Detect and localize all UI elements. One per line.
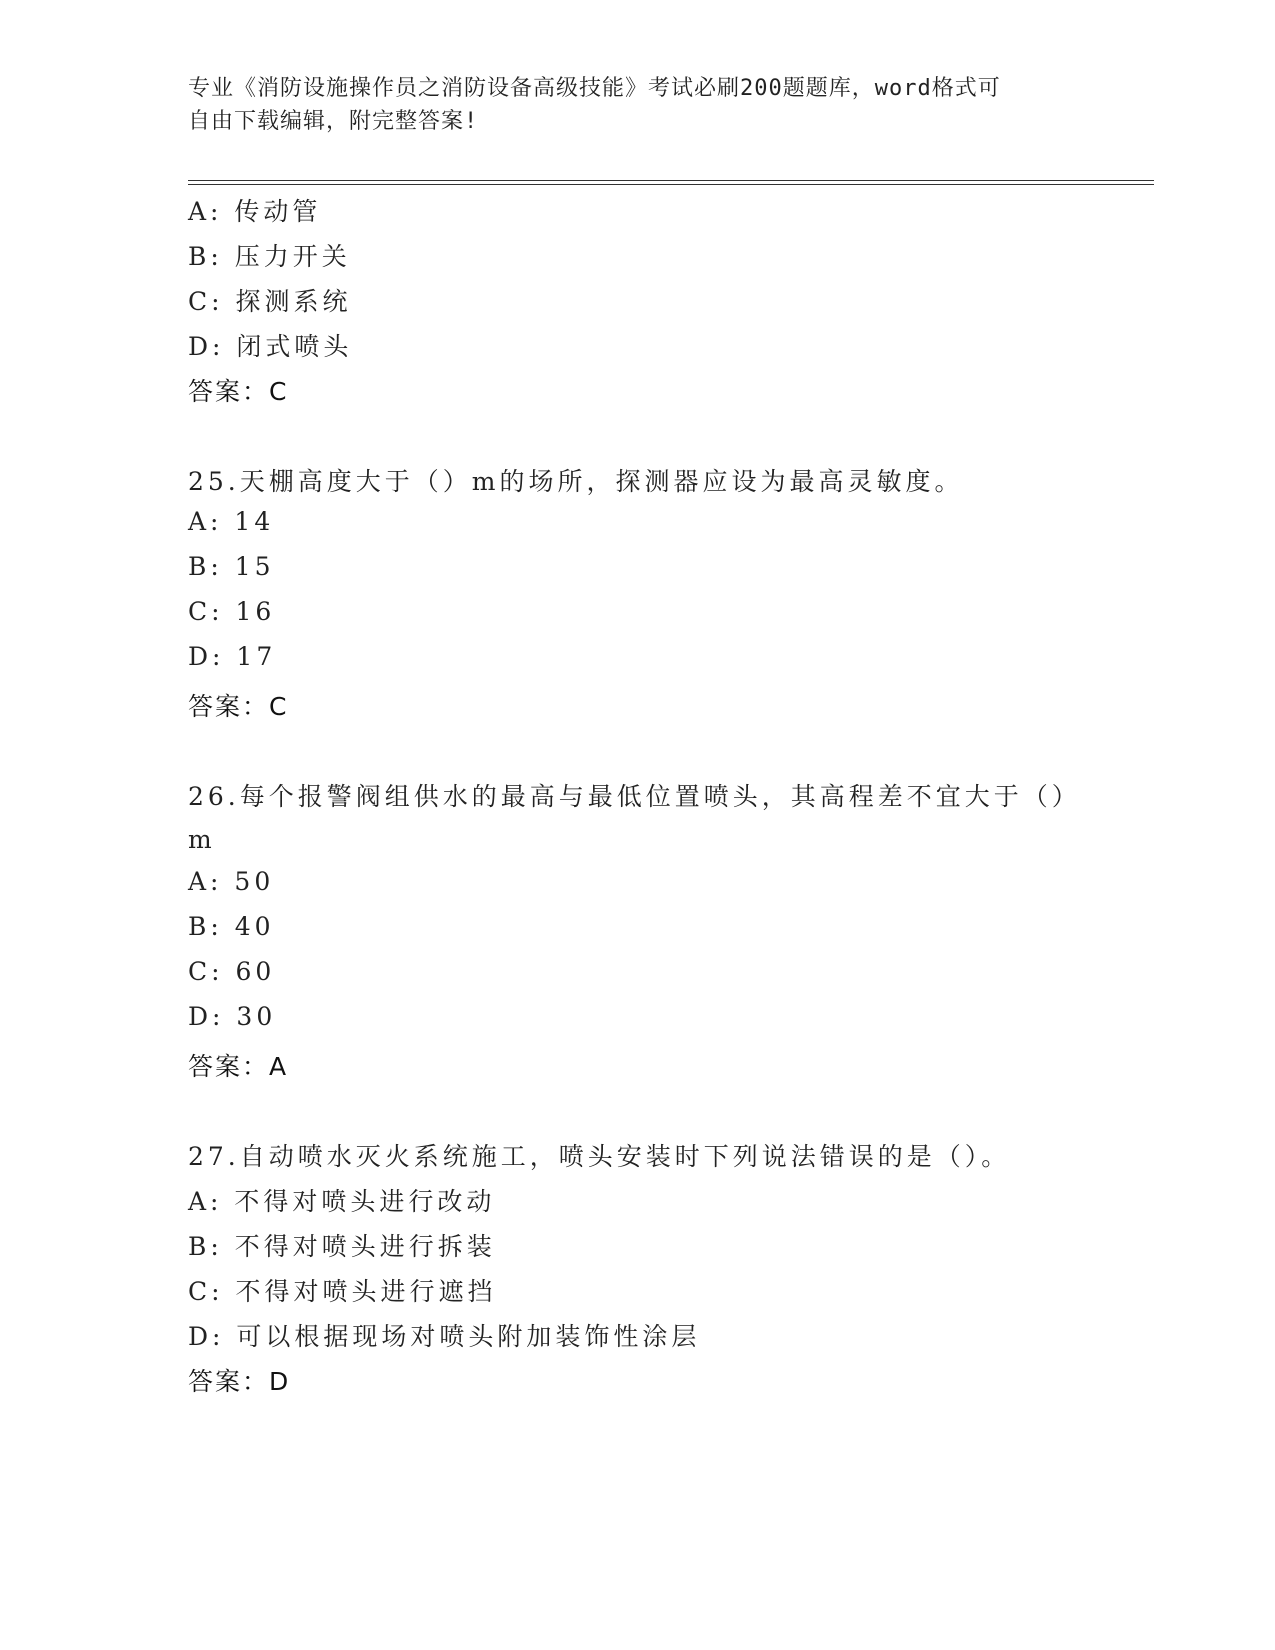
q27-option-a: A: 不得对喷头进行改动 — [188, 1187, 496, 1216]
q26-stem-line-2: m — [188, 825, 216, 854]
header-line-1: 专业《消防设施操作员之消防设备高级技能》考试必刷200题题库，word格式可 — [188, 76, 1001, 101]
q26-option-d: D: 30 — [188, 1002, 277, 1031]
q27-option-d: D: 可以根据现场对喷头附加装饰性涂层 — [188, 1322, 701, 1351]
q25-option-b: B: 15 — [188, 552, 275, 581]
q27-stem: 27.自动喷水灭火系统施工，喷头安装时下列说法错误的是（）。 — [188, 1142, 1011, 1171]
q27-option-c: C: 不得对喷头进行遮挡 — [188, 1277, 497, 1306]
header-line-2: 自由下载编辑，附完整答案! — [188, 109, 479, 134]
prev-option-a: A: 传动管 — [188, 197, 322, 226]
header-divider-top — [188, 180, 1154, 181]
prev-answer: 答案：C — [188, 377, 289, 406]
prev-option-d: D: 闭式喷头 — [188, 332, 353, 361]
prev-option-c: C: 探测系统 — [188, 287, 352, 316]
q25-option-d: D: 17 — [188, 642, 277, 671]
document-header — [188, 72, 1088, 138]
header-divider-bottom — [188, 184, 1154, 185]
q26-answer: 答案：A — [188, 1052, 289, 1081]
q27-option-b: B: 不得对喷头进行拆装 — [188, 1232, 496, 1261]
q26-option-c: C: 60 — [188, 957, 276, 986]
q25-stem: 25.天棚高度大于（）m的场所，探测器应设为最高灵敏度。 — [188, 467, 964, 496]
q26-option-b: B: 40 — [188, 912, 275, 941]
prev-option-b: B: 压力开关 — [188, 242, 351, 271]
q25-option-c: C: 16 — [188, 597, 276, 626]
q27-answer: 答案：D — [188, 1367, 291, 1396]
q26-option-a: A: 50 — [188, 867, 275, 896]
q25-answer: 答案：C — [188, 692, 289, 721]
q25-option-a: A: 14 — [188, 507, 275, 536]
q26-stem-line-1: 26.每个报警阀组供水的最高与最低位置喷头，其高程差不宜大于（） — [188, 782, 1081, 811]
